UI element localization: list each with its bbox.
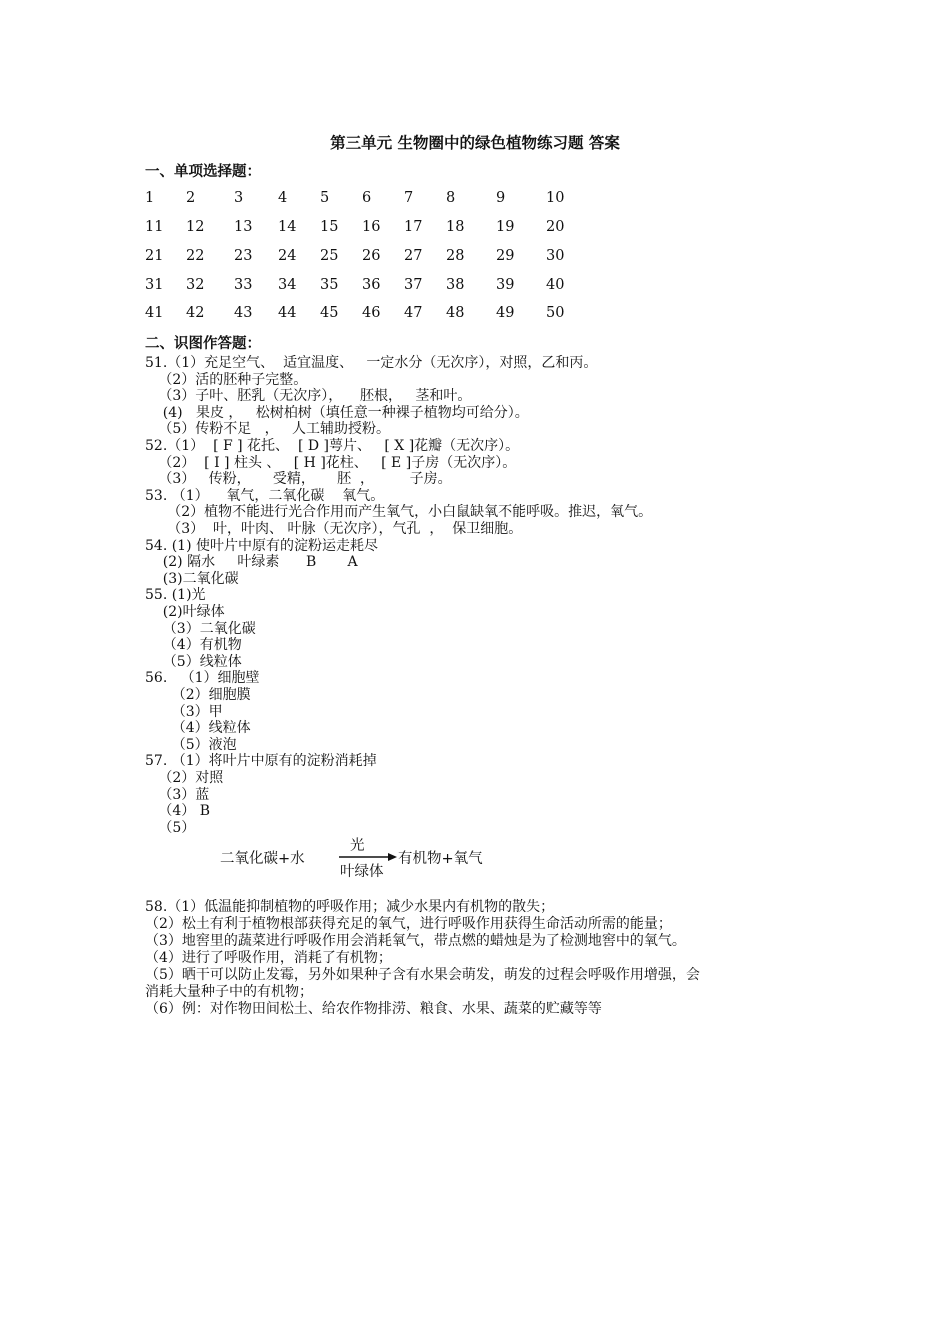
- question-number: 34: [278, 277, 297, 293]
- answer-line: 58.（1）低温能抑制植物的呼吸作用；减少水果内有机物的散失；: [145, 899, 555, 915]
- question-number: 2: [186, 190, 196, 206]
- answer-line: （3） 传粉， 受精， 胚 ， 子房。: [145, 471, 452, 488]
- question-number: 49: [496, 305, 515, 321]
- question-number: 39: [496, 277, 515, 293]
- answer-line: （2）松土有利于植物根部获得充足的氧气，进行呼吸作用获得生命活动所需的能量；: [145, 916, 672, 932]
- question-number: 4: [278, 190, 288, 206]
- question-number: 13: [234, 219, 253, 235]
- question-number: 22: [186, 248, 205, 264]
- answer-line: 消耗大量种子中的有机物；: [145, 984, 313, 1000]
- section-heading-diagram: 二、识图作答题：: [145, 336, 261, 352]
- equation-products: 有机物+氧气: [398, 851, 483, 867]
- question-number: 46: [362, 305, 381, 321]
- answer-line: （5）传粉不足 ， 人工辅助授粉。: [145, 421, 390, 438]
- question-number: 30: [546, 248, 565, 264]
- answer-line: （3）蓝: [145, 786, 210, 803]
- question-number: 21: [145, 248, 164, 264]
- question-number: 29: [496, 248, 515, 264]
- answer-line: （4）线粒体: [145, 720, 251, 737]
- answer-line: （2） [ I ] 柱头 、 [ H ]花柱、 [ E ]子房（无次序）。: [145, 454, 517, 471]
- question-number: 26: [362, 248, 381, 264]
- page-title: 第三单元 生物圈中的绿色植物练习题 答案: [330, 134, 620, 152]
- answer-line: （5）液泡: [145, 736, 237, 753]
- answer-line: （6）例：对作物田间松土、给农作物排涝、粮食、水果、蔬菜的贮藏等等: [145, 1001, 602, 1017]
- question-number: 15: [320, 219, 339, 235]
- question-number: 36: [362, 277, 381, 293]
- question-number: 44: [278, 305, 297, 321]
- question-number: 8: [446, 190, 456, 206]
- question-number: 23: [234, 248, 253, 264]
- question-number: 3: [234, 190, 244, 206]
- answer-line: 56. （1）细胞壁: [145, 670, 260, 687]
- answer-line: 51.（1）充足空气、 适宜温度、 一定水分（无次序），对照，乙和丙。: [145, 355, 598, 371]
- question-number: 45: [320, 305, 339, 321]
- question-number: 7: [404, 190, 414, 206]
- question-number: 16: [362, 219, 381, 235]
- answer-line: （3）甲: [145, 703, 223, 720]
- question-number: 20: [546, 219, 565, 235]
- question-number: 24: [278, 248, 297, 264]
- question-number: 40: [546, 277, 565, 293]
- question-number: 48: [446, 305, 465, 321]
- question-number: 10: [546, 190, 565, 206]
- answer-line: 53. （1） 氧气，二氧化碳 氧气。: [145, 487, 385, 504]
- question-number: 12: [186, 219, 205, 235]
- answer-line: （3）子叶、胚乳（无次序）， 胚根， 茎和叶。: [145, 388, 472, 405]
- question-number: 31: [145, 277, 164, 293]
- answer-line: （5）: [145, 819, 196, 836]
- answer-line: (2) 隔水 叶绿素 B A: [145, 554, 358, 571]
- answer-line: （4）进行了呼吸作用，消耗了有机物；: [145, 950, 392, 966]
- question-number: 47: [404, 305, 423, 321]
- question-number: 1: [145, 190, 155, 206]
- question-number: 35: [320, 277, 339, 293]
- question-number: 50: [546, 305, 565, 321]
- answer-line: 55. (1)光: [145, 587, 206, 604]
- question-number: 38: [446, 277, 465, 293]
- question-number: 27: [404, 248, 423, 264]
- question-number: 9: [496, 190, 506, 206]
- answer-line: （2）对照: [145, 770, 224, 786]
- answer-line: （4）有机物: [145, 637, 242, 654]
- question-number: 25: [320, 248, 339, 264]
- equation-reactants: 二氧化碳+水: [220, 851, 305, 867]
- question-number: 5: [320, 190, 330, 206]
- question-number: 18: [446, 219, 465, 235]
- question-number: 32: [186, 277, 205, 293]
- question-number: 11: [145, 219, 164, 235]
- answer-line: （4） B: [145, 803, 210, 820]
- answer-line: （2）细胞膜: [145, 687, 251, 703]
- section-heading-choice: 一、单项选择题：: [145, 164, 261, 180]
- question-number: 6: [362, 190, 372, 206]
- answer-line: （3）地窖里的蔬菜进行呼吸作用会消耗氧气，带点燃的蜡烛是为了检测地窖中的氧气。: [145, 933, 686, 949]
- question-number: 33: [234, 277, 253, 293]
- answer-line: （3）二氧化碳: [145, 620, 256, 637]
- answer-line: (4) 果皮 ， 松树柏树（填任意一种裸子植物均可给分）。: [145, 404, 529, 421]
- answer-line: (3)二氧化碳: [145, 570, 239, 587]
- question-number: 19: [496, 219, 515, 235]
- equation-condition-light: 光: [350, 838, 365, 854]
- answer-line: （3） 叶，叶肉、 叶脉（无次序），气孔 ， 保卫细胞。: [145, 521, 523, 537]
- question-number: 41: [145, 305, 164, 321]
- answer-line: (2)叶绿体: [145, 604, 225, 620]
- question-number: 37: [404, 277, 423, 293]
- question-number: 42: [186, 305, 205, 321]
- equation-condition-chloroplast: 叶绿体: [340, 864, 384, 880]
- answer-line: （2）植物不能进行光合作用而产生氧气，小白鼠缺氧不能呼吸。推迟，氧气。: [145, 504, 653, 521]
- answer-line: 52.（1） [ F ] 花托、 [ D ]萼片、 [ X ]花瓣（无次序）。: [145, 438, 520, 454]
- answer-line: （5）线粒体: [145, 653, 242, 670]
- answer-line: （2）活的胚种子完整。: [145, 371, 308, 388]
- answer-line: 54. (1) 使叶片中原有的淀粉运走耗尽: [145, 537, 378, 554]
- question-number: 43: [234, 305, 253, 321]
- answer-line: 57. （1）将叶片中原有的淀粉消耗掉: [145, 753, 377, 770]
- answer-line: （5）晒干可以防止发霉，另外如果种子含有水果会萌发，萌发的过程会呼吸作用增强，会: [145, 967, 700, 983]
- question-number: 14: [278, 219, 297, 235]
- question-number: 17: [404, 219, 423, 235]
- question-number: 28: [446, 248, 465, 264]
